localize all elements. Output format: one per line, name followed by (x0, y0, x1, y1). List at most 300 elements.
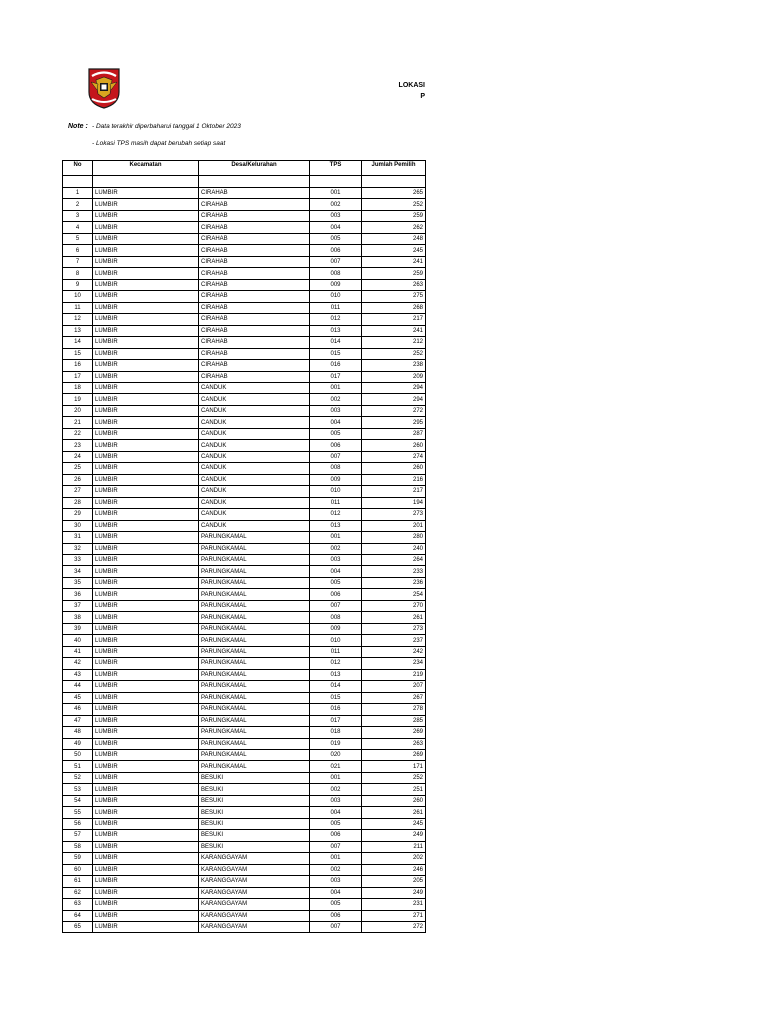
cell-kecamatan: LUMBIR (93, 440, 199, 451)
table-row (63, 256, 426, 267)
cell-jumlah-pemilih: 202 (362, 853, 426, 864)
cell-jumlah-pemilih: 269 (362, 727, 426, 738)
cell-kecamatan: LUMBIR (93, 405, 199, 416)
cell-tps: 007 (310, 256, 362, 267)
table-row (63, 222, 426, 233)
cell-jumlah-pemilih: 205 (362, 876, 426, 887)
cell-no: 20 (63, 405, 93, 416)
table-row (63, 887, 426, 898)
cell-tps: 013 (310, 325, 362, 336)
table-row (63, 589, 426, 600)
cell-desa-kelurahan: PARUNGKAMAL (199, 727, 310, 738)
cell-kecamatan: LUMBIR (93, 210, 199, 221)
cell-jumlah-pemilih: 263 (362, 738, 426, 749)
table-row (63, 428, 426, 439)
cell-desa-kelurahan: KARANGGAYAM (199, 910, 310, 921)
table-row (63, 727, 426, 738)
table-row (63, 314, 426, 325)
cell-jumlah-pemilih: 259 (362, 210, 426, 221)
cell-no: 55 (63, 807, 93, 818)
cell-tps: 004 (310, 566, 362, 577)
cell-desa-kelurahan: CIRAHAB (199, 245, 310, 256)
cell-kecamatan: LUMBIR (93, 772, 199, 783)
cell-kecamatan: LUMBIR (93, 302, 199, 313)
cell-jumlah-pemilih: 271 (362, 910, 426, 921)
cell-kecamatan: LUMBIR (93, 600, 199, 611)
cell-desa-kelurahan: PARUNGKAMAL (199, 566, 310, 577)
cell-kecamatan: LUMBIR (93, 497, 199, 508)
cell-jumlah-pemilih: 236 (362, 577, 426, 588)
table-row (63, 612, 426, 623)
cell-tps: 004 (310, 417, 362, 428)
cell-kecamatan: LUMBIR (93, 428, 199, 439)
table-row (63, 864, 426, 875)
table-body (63, 176, 426, 933)
cell-jumlah-pemilih: 261 (362, 807, 426, 818)
cell-kecamatan: LUMBIR (93, 841, 199, 852)
cell-no: 54 (63, 795, 93, 806)
table-row (63, 795, 426, 806)
cell-no: 47 (63, 715, 93, 726)
table-row (63, 302, 426, 313)
cell-jumlah-pemilih: 268 (362, 302, 426, 313)
cell-kecamatan: LUMBIR (93, 474, 199, 485)
cell-kecamatan: LUMBIR (93, 692, 199, 703)
header-jumlah-pemilih: Jumlah Pemilih (362, 161, 426, 176)
table-row (63, 188, 426, 199)
cell-jumlah-pemilih: 241 (362, 256, 426, 267)
cell-kecamatan: LUMBIR (93, 658, 199, 669)
cell-jumlah-pemilih: 248 (362, 233, 426, 244)
cell-no: 21 (63, 417, 93, 428)
cell-jumlah-pemilih: 252 (362, 348, 426, 359)
cell-tps: 008 (310, 463, 362, 474)
cell-desa-kelurahan: PARUNGKAMAL (199, 623, 310, 634)
cell-no: 50 (63, 749, 93, 760)
table-row (63, 658, 426, 669)
cell-no: 31 (63, 532, 93, 543)
cell-desa-kelurahan: PARUNGKAMAL (199, 738, 310, 749)
cell-kecamatan: LUMBIR (93, 887, 199, 898)
cell-kecamatan: LUMBIR (93, 417, 199, 428)
cell-tps: 002 (310, 199, 362, 210)
table-row (63, 509, 426, 520)
table-spacer-row (63, 176, 426, 188)
table-row (63, 669, 426, 680)
table-row (63, 853, 426, 864)
table-row (63, 245, 426, 256)
cell-kecamatan: LUMBIR (93, 348, 199, 359)
cell-kecamatan: LUMBIR (93, 382, 199, 393)
cell-kecamatan: LUMBIR (93, 749, 199, 760)
table-row (63, 681, 426, 692)
cell-jumlah-pemilih: 211 (362, 841, 426, 852)
cell-no: 37 (63, 600, 93, 611)
cell-no: 36 (63, 589, 93, 600)
cell-tps: 016 (310, 360, 362, 371)
cell-tps: 009 (310, 474, 362, 485)
cell-tps: 005 (310, 577, 362, 588)
cell-desa-kelurahan: BESUKI (199, 830, 310, 841)
cell-no: 11 (63, 302, 93, 313)
cell-no: 6 (63, 245, 93, 256)
cell-tps: 012 (310, 509, 362, 520)
cell-desa-kelurahan: CIRAHAB (199, 337, 310, 348)
cell-kecamatan: LUMBIR (93, 876, 199, 887)
table-row (63, 337, 426, 348)
cell-no: 30 (63, 520, 93, 531)
cell-kecamatan: LUMBIR (93, 704, 199, 715)
table-row (63, 360, 426, 371)
cell-no: 43 (63, 669, 93, 680)
cell-tps: 001 (310, 382, 362, 393)
cell-tps: 010 (310, 291, 362, 302)
header-desa-kelurahan: Desa/Kelurahan (199, 161, 310, 176)
cell-tps: 017 (310, 371, 362, 382)
cell-kecamatan: LUMBIR (93, 314, 199, 325)
table-row (63, 715, 426, 726)
cell-desa-kelurahan: CIRAHAB (199, 268, 310, 279)
cell-no: 63 (63, 899, 93, 910)
cell-tps: 008 (310, 612, 362, 623)
cell-desa-kelurahan: CANDUK (199, 382, 310, 393)
cell-no: 60 (63, 864, 93, 875)
cell-no: 32 (63, 543, 93, 554)
cell-desa-kelurahan: PARUNGKAMAL (199, 635, 310, 646)
cell-desa-kelurahan: CANDUK (199, 497, 310, 508)
cell-jumlah-pemilih: 274 (362, 451, 426, 462)
cell-desa-kelurahan: BESUKI (199, 841, 310, 852)
cell-jumlah-pemilih: 217 (362, 314, 426, 325)
table-row (63, 761, 426, 772)
cell-jumlah-pemilih: 249 (362, 887, 426, 898)
cell-kecamatan: LUMBIR (93, 555, 199, 566)
cell-no: 8 (63, 268, 93, 279)
cell-no: 16 (63, 360, 93, 371)
cell-kecamatan: LUMBIR (93, 830, 199, 841)
cell-kecamatan: LUMBIR (93, 577, 199, 588)
cell-tps: 004 (310, 887, 362, 898)
table-row (63, 910, 426, 921)
cell-tps: 002 (310, 543, 362, 554)
spacer-cell (362, 176, 426, 188)
cell-no: 41 (63, 646, 93, 657)
cell-kecamatan: LUMBIR (93, 279, 199, 290)
cell-desa-kelurahan: KARANGGAYAM (199, 864, 310, 875)
cell-tps: 003 (310, 876, 362, 887)
cell-kecamatan: LUMBIR (93, 566, 199, 577)
cell-tps: 005 (310, 818, 362, 829)
cell-no: 33 (63, 555, 93, 566)
cell-no: 1 (63, 188, 93, 199)
cell-no: 15 (63, 348, 93, 359)
cell-no: 45 (63, 692, 93, 703)
cell-kecamatan: LUMBIR (93, 509, 199, 520)
spacer-cell (310, 176, 362, 188)
cell-desa-kelurahan: CANDUK (199, 520, 310, 531)
kpu-logo-icon (86, 66, 122, 110)
cell-jumlah-pemilih: 270 (362, 600, 426, 611)
table-row (63, 623, 426, 634)
cell-desa-kelurahan: PARUNGKAMAL (199, 669, 310, 680)
table-row (63, 738, 426, 749)
cell-no: 26 (63, 474, 93, 485)
cell-jumlah-pemilih: 294 (362, 382, 426, 393)
cell-tps: 011 (310, 302, 362, 313)
cell-no: 14 (63, 337, 93, 348)
cell-kecamatan: LUMBIR (93, 233, 199, 244)
cell-jumlah-pemilih: 278 (362, 704, 426, 715)
cell-desa-kelurahan: KARANGGAYAM (199, 876, 310, 887)
cell-jumlah-pemilih: 262 (362, 222, 426, 233)
table-row (63, 371, 426, 382)
cell-no: 42 (63, 658, 93, 669)
cell-tps: 014 (310, 681, 362, 692)
cell-jumlah-pemilih: 171 (362, 761, 426, 772)
cell-no: 27 (63, 486, 93, 497)
cell-kecamatan: LUMBIR (93, 532, 199, 543)
cell-jumlah-pemilih: 194 (362, 497, 426, 508)
cell-tps: 015 (310, 348, 362, 359)
cell-kecamatan: LUMBIR (93, 715, 199, 726)
cell-no: 34 (63, 566, 93, 577)
cell-kecamatan: LUMBIR (93, 899, 199, 910)
table-row (63, 600, 426, 611)
spacer-cell (199, 176, 310, 188)
cell-jumlah-pemilih: 234 (362, 658, 426, 669)
table-row (63, 394, 426, 405)
cell-tps: 020 (310, 749, 362, 760)
cell-desa-kelurahan: CANDUK (199, 463, 310, 474)
table-row (63, 532, 426, 543)
cell-no: 17 (63, 371, 93, 382)
cell-no: 58 (63, 841, 93, 852)
cell-jumlah-pemilih: 261 (362, 612, 426, 623)
cell-kecamatan: LUMBIR (93, 291, 199, 302)
cell-kecamatan: LUMBIR (93, 394, 199, 405)
cell-no: 65 (63, 922, 93, 933)
table-row (63, 841, 426, 852)
table-header-row (63, 161, 426, 176)
cell-no: 29 (63, 509, 93, 520)
cell-no: 51 (63, 761, 93, 772)
cell-jumlah-pemilih: 285 (362, 715, 426, 726)
cell-desa-kelurahan: CANDUK (199, 509, 310, 520)
header-title-line-1: LOKASI (398, 82, 425, 89)
cell-tps: 016 (310, 704, 362, 715)
cell-tps: 015 (310, 692, 362, 703)
cell-desa-kelurahan: CIRAHAB (199, 360, 310, 371)
cell-desa-kelurahan: PARUNGKAMAL (199, 658, 310, 669)
table-row (63, 474, 426, 485)
cell-jumlah-pemilih: 240 (362, 543, 426, 554)
cell-no: 9 (63, 279, 93, 290)
cell-no: 28 (63, 497, 93, 508)
cell-no: 23 (63, 440, 93, 451)
table-row (63, 417, 426, 428)
cell-desa-kelurahan: CANDUK (199, 486, 310, 497)
cell-tps: 006 (310, 589, 362, 600)
cell-tps: 017 (310, 715, 362, 726)
cell-desa-kelurahan: CIRAHAB (199, 302, 310, 313)
table-row (63, 325, 426, 336)
cell-tps: 010 (310, 635, 362, 646)
cell-no: 2 (63, 199, 93, 210)
spacer-cell (93, 176, 199, 188)
cell-no: 10 (63, 291, 93, 302)
cell-desa-kelurahan: PARUNGKAMAL (199, 715, 310, 726)
table-row (63, 807, 426, 818)
cell-jumlah-pemilih: 219 (362, 669, 426, 680)
cell-no: 5 (63, 233, 93, 244)
table-row (63, 646, 426, 657)
cell-no: 18 (63, 382, 93, 393)
cell-tps: 002 (310, 394, 362, 405)
table-row (63, 451, 426, 462)
cell-tps: 001 (310, 772, 362, 783)
cell-kecamatan: LUMBIR (93, 337, 199, 348)
cell-jumlah-pemilih: 245 (362, 818, 426, 829)
cell-tps: 018 (310, 727, 362, 738)
cell-tps: 014 (310, 337, 362, 348)
cell-jumlah-pemilih: 264 (362, 555, 426, 566)
table-row (63, 268, 426, 279)
cell-tps: 007 (310, 451, 362, 462)
cell-tps: 003 (310, 795, 362, 806)
table-row (63, 233, 426, 244)
cell-desa-kelurahan: CANDUK (199, 474, 310, 485)
table-row (63, 876, 426, 887)
cell-tps: 012 (310, 314, 362, 325)
cell-kecamatan: LUMBIR (93, 256, 199, 267)
cell-desa-kelurahan: PARUNGKAMAL (199, 600, 310, 611)
table-row (63, 899, 426, 910)
table-row (63, 704, 426, 715)
cell-jumlah-pemilih: 259 (362, 268, 426, 279)
table-row (63, 210, 426, 221)
cell-desa-kelurahan: CIRAHAB (199, 199, 310, 210)
table-row (63, 348, 426, 359)
cell-desa-kelurahan: BESUKI (199, 818, 310, 829)
cell-no: 40 (63, 635, 93, 646)
cell-desa-kelurahan: CIRAHAB (199, 371, 310, 382)
table-row (63, 291, 426, 302)
table-row (63, 577, 426, 588)
cell-no: 48 (63, 727, 93, 738)
cell-kecamatan: LUMBIR (93, 360, 199, 371)
cell-desa-kelurahan: CANDUK (199, 394, 310, 405)
cell-tps: 013 (310, 669, 362, 680)
cell-no: 46 (63, 704, 93, 715)
cell-kecamatan: LUMBIR (93, 199, 199, 210)
table-row (63, 635, 426, 646)
cell-jumlah-pemilih: 273 (362, 509, 426, 520)
cell-kecamatan: LUMBIR (93, 371, 199, 382)
cell-desa-kelurahan: CIRAHAB (199, 314, 310, 325)
cell-desa-kelurahan: CANDUK (199, 440, 310, 451)
cell-tps: 006 (310, 440, 362, 451)
cell-jumlah-pemilih: 209 (362, 371, 426, 382)
table-row (63, 382, 426, 393)
cell-jumlah-pemilih: 273 (362, 623, 426, 634)
cell-desa-kelurahan: CIRAHAB (199, 291, 310, 302)
cell-kecamatan: LUMBIR (93, 451, 199, 462)
cell-desa-kelurahan: BESUKI (199, 784, 310, 795)
cell-jumlah-pemilih: 272 (362, 922, 426, 933)
cell-desa-kelurahan: KARANGGAYAM (199, 853, 310, 864)
cell-kecamatan: LUMBIR (93, 188, 199, 199)
cell-no: 39 (63, 623, 93, 634)
cell-kecamatan: LUMBIR (93, 486, 199, 497)
cell-no: 64 (63, 910, 93, 921)
cell-desa-kelurahan: KARANGGAYAM (199, 887, 310, 898)
cell-kecamatan: LUMBIR (93, 922, 199, 933)
cell-jumlah-pemilih: 295 (362, 417, 426, 428)
cell-jumlah-pemilih: 237 (362, 635, 426, 646)
cell-desa-kelurahan: CANDUK (199, 417, 310, 428)
cell-kecamatan: LUMBIR (93, 268, 199, 279)
cell-jumlah-pemilih: 251 (362, 784, 426, 795)
cell-desa-kelurahan: PARUNGKAMAL (199, 692, 310, 703)
table-row (63, 749, 426, 760)
cell-jumlah-pemilih: 260 (362, 440, 426, 451)
cell-tps: 006 (310, 830, 362, 841)
cell-tps: 002 (310, 784, 362, 795)
table-row (63, 497, 426, 508)
cell-desa-kelurahan: KARANGGAYAM (199, 922, 310, 933)
cell-jumlah-pemilih: 280 (362, 532, 426, 543)
cell-tps: 007 (310, 600, 362, 611)
cell-desa-kelurahan: CIRAHAB (199, 348, 310, 359)
cell-jumlah-pemilih: 216 (362, 474, 426, 485)
cell-jumlah-pemilih: 242 (362, 646, 426, 657)
cell-desa-kelurahan: CIRAHAB (199, 325, 310, 336)
cell-jumlah-pemilih: 207 (362, 681, 426, 692)
cell-desa-kelurahan: PARUNGKAMAL (199, 543, 310, 554)
cell-no: 35 (63, 577, 93, 588)
cell-kecamatan: LUMBIR (93, 646, 199, 657)
cell-tps: 004 (310, 222, 362, 233)
cell-tps: 010 (310, 486, 362, 497)
cell-kecamatan: LUMBIR (93, 807, 199, 818)
cell-tps: 003 (310, 210, 362, 221)
cell-kecamatan: LUMBIR (93, 612, 199, 623)
cell-jumlah-pemilih: 267 (362, 692, 426, 703)
cell-desa-kelurahan: CIRAHAB (199, 256, 310, 267)
cell-no: 22 (63, 428, 93, 439)
cell-tps: 011 (310, 497, 362, 508)
cell-kecamatan: LUMBIR (93, 784, 199, 795)
cell-desa-kelurahan: CIRAHAB (199, 188, 310, 199)
cell-kecamatan: LUMBIR (93, 727, 199, 738)
cell-jumlah-pemilih: 245 (362, 245, 426, 256)
cell-no: 24 (63, 451, 93, 462)
table-row (63, 555, 426, 566)
cell-tps: 003 (310, 555, 362, 566)
cell-desa-kelurahan: PARUNGKAMAL (199, 646, 310, 657)
cell-kecamatan: LUMBIR (93, 463, 199, 474)
cell-kecamatan: LUMBIR (93, 623, 199, 634)
cell-kecamatan: LUMBIR (93, 589, 199, 600)
cell-no: 57 (63, 830, 93, 841)
cell-tps: 021 (310, 761, 362, 772)
cell-kecamatan: LUMBIR (93, 543, 199, 554)
cell-kecamatan: LUMBIR (93, 864, 199, 875)
cell-desa-kelurahan: CANDUK (199, 405, 310, 416)
table-row (63, 279, 426, 290)
cell-tps: 019 (310, 738, 362, 749)
cell-tps: 009 (310, 279, 362, 290)
